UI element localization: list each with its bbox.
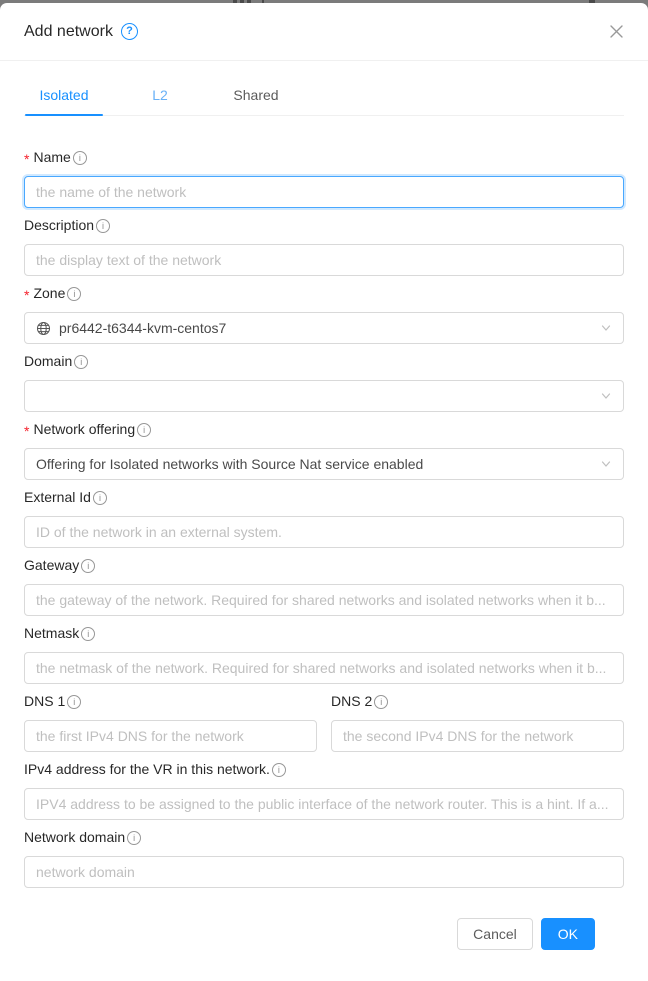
form-item-network-domain — [24, 826, 624, 888]
external-id-input[interactable] — [24, 516, 624, 548]
field-label-text: Domain — [24, 353, 73, 369]
field-label-text: External Id — [24, 489, 91, 505]
required-mark: * — [24, 151, 30, 167]
form-item-zone — [24, 282, 624, 344]
tab-l2[interactable]: L2 — [152, 87, 168, 103]
info-circle-icon[interactable]: i — [74, 355, 88, 369]
chevron-down-icon — [600, 390, 612, 402]
field-label-text: Name — [33, 149, 71, 165]
info-circle-icon[interactable]: i — [272, 763, 286, 777]
vr-ipv4-input[interactable] — [24, 788, 624, 820]
network-domain-input[interactable] — [24, 856, 624, 888]
info-circle-icon[interactable]: i — [73, 151, 87, 165]
chevron-down-icon — [600, 322, 612, 334]
network-offering-label — [24, 418, 624, 440]
close-icon[interactable] — [609, 24, 624, 39]
description-label — [24, 214, 624, 236]
info-circle-icon[interactable]: i — [81, 627, 95, 641]
gateway-input[interactable] — [24, 584, 624, 616]
field-label-text: Netmask — [24, 625, 80, 641]
field-label-text: IPv4 address for the VR in this network. — [24, 761, 270, 777]
field-label-text: DNS 2 — [331, 693, 373, 709]
dns2-input[interactable] — [331, 720, 624, 752]
field-label-text: Zone — [33, 285, 66, 301]
external-id-label — [24, 486, 624, 508]
required-mark: * — [24, 423, 30, 439]
description-input[interactable] — [24, 244, 624, 276]
info-circle-icon[interactable]: i — [81, 559, 95, 573]
field-label-text: Gateway — [24, 557, 80, 573]
ok-button[interactable]: OK — [541, 918, 595, 950]
form-item-name — [24, 146, 624, 208]
modal-header — [0, 3, 648, 61]
form-item-dns2 — [331, 690, 624, 752]
modal-title: Add network — [24, 22, 113, 40]
info-circle-icon[interactable]: i — [127, 831, 141, 845]
form-item-netmask — [24, 622, 624, 684]
info-circle-icon[interactable]: i — [374, 695, 388, 709]
info-circle-icon[interactable]: i — [67, 695, 81, 709]
info-circle-icon[interactable]: i — [137, 423, 151, 437]
form-item-description — [24, 214, 624, 276]
field-label-text: Network offering — [33, 421, 136, 437]
info-circle-icon[interactable]: i — [96, 219, 110, 233]
zone-label — [24, 282, 624, 304]
tab-isolated[interactable]: Isolated — [24, 81, 104, 115]
add-network-form — [0, 116, 648, 950]
domain-select[interactable] — [24, 380, 624, 412]
tab-shared[interactable]: Shared — [233, 87, 279, 103]
info-circle-icon[interactable]: i — [93, 491, 107, 505]
field-label-text: Network domain — [24, 829, 126, 845]
dns-row — [24, 690, 624, 758]
zone-select-value: pr6442-t6344-kvm-centos7 — [59, 320, 227, 336]
form-item-external-id — [24, 486, 624, 548]
cancel-button[interactable]: Cancel — [457, 918, 533, 950]
network-offering-select-value: Offering for Isolated networks with Source Nat service enabled — [36, 456, 424, 472]
network-domain-label — [24, 826, 624, 848]
network-offering-select[interactable] — [24, 448, 624, 480]
form-item-dns1 — [24, 690, 317, 752]
gateway-label — [24, 554, 624, 576]
dns2-label — [331, 690, 624, 712]
network-type-tabs — [24, 81, 624, 116]
required-mark: * — [24, 287, 30, 303]
field-label-text: Description — [24, 217, 95, 233]
chevron-down-icon — [600, 458, 612, 470]
add-network-modal — [0, 3, 648, 981]
modal-footer — [24, 894, 624, 950]
globe-icon — [36, 321, 51, 336]
field-label-text: DNS 1 — [24, 693, 66, 709]
question-circle-icon[interactable]: ? — [121, 23, 138, 40]
form-item-domain — [24, 350, 624, 412]
dns1-input[interactable] — [24, 720, 317, 752]
netmask-label — [24, 622, 624, 644]
name-label — [24, 146, 624, 168]
form-item-network-offering — [24, 418, 624, 480]
netmask-input[interactable] — [24, 652, 624, 684]
name-input[interactable] — [24, 176, 624, 208]
form-item-gateway — [24, 554, 624, 616]
info-circle-icon[interactable]: i — [67, 287, 81, 301]
form-item-vr-ipv4 — [24, 758, 624, 820]
vr-ipv4-label — [24, 758, 624, 780]
domain-label — [24, 350, 624, 372]
zone-select[interactable] — [24, 312, 624, 344]
dns1-label — [24, 690, 317, 712]
